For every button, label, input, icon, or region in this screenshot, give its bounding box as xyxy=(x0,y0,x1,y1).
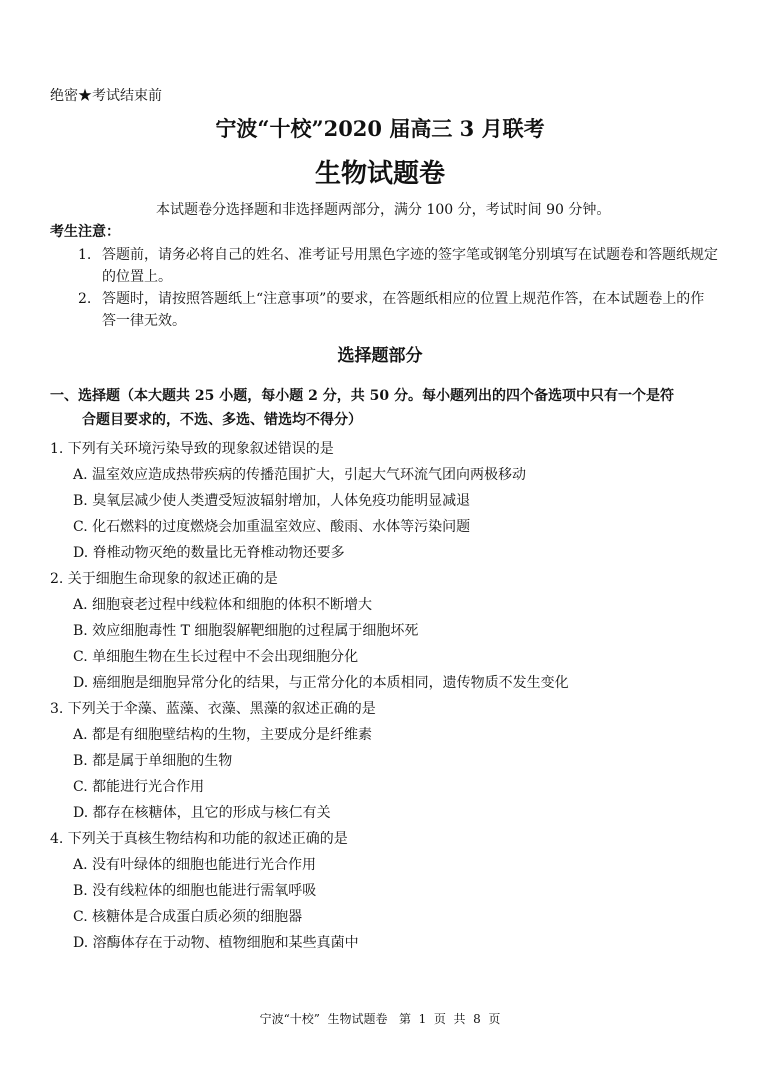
notice-item-number: 2. xyxy=(78,291,92,307)
question-stem: 2. 关于细胞生命现象的叙述正确的是 xyxy=(50,571,278,587)
question-stem: 3. 下列关于伞藻、蓝藻、衣藻、黑藻的叙述正确的是 xyxy=(50,701,376,717)
question-list xyxy=(50,436,730,956)
exam-subtitle: 生物试题卷 xyxy=(314,159,445,189)
question-option: B. 效应细胞毒性 T 细胞裂解靶细胞的过程属于细胞坏死 xyxy=(73,623,419,639)
question xyxy=(50,566,730,696)
question-option: D. 都存在核糖体，且它的形成与核仁有关 xyxy=(73,805,331,821)
question-option: B. 没有线粒体的细胞也能进行需氧呼吸 xyxy=(73,883,317,899)
question-option: D. 溶酶体存在于动物、植物细胞和某些真菌中 xyxy=(73,935,359,951)
page-footer: 宁波“十校” 生物试题卷 第 1 页 共 8 页 xyxy=(259,1012,501,1026)
question-option: C. 都能进行光合作用 xyxy=(73,779,205,795)
question-option: D. 脊椎动物灭绝的数量比无脊椎动物还要多 xyxy=(73,545,345,561)
question-option: B. 臭氧层减少使人类遭受短波辐射增加，人体免疫功能明显减退 xyxy=(73,493,471,509)
part-heading-line1: 一、选择题（本大题共 25 小题，每小题 2 分，共 50 分。每小题列出的四个备选项中只有一个是符 xyxy=(50,388,674,404)
question-option: C. 单细胞生物在生长过程中不会出现细胞分化 xyxy=(73,649,359,665)
question-option: A. 细胞衰老过程中线粒体和细胞的体积不断增大 xyxy=(73,597,373,613)
notice-item-text: 答题时，请按照答题纸上“注意事项”的要求，在答题纸相应的位置上规范作答，在本试题卷上的作答一律无效。 xyxy=(102,291,705,329)
question-option: A. 温室效应造成热带疾病的传播范围扩大，引起大气环流气团向两极移动 xyxy=(73,467,527,483)
question-option: C. 核糖体是合成蛋白质必须的细胞器 xyxy=(73,909,303,925)
question-stem: 1. 下列有关环境污染导致的现象叙述错误的是 xyxy=(50,441,334,457)
notice-item-text: 答题前，请务必将自己的姓名、准考证号用黑色字迹的签字笔或钢笔分别填写在试题卷和答题纸规定的位置上。 xyxy=(102,247,718,285)
exam-intro: 本试题卷分选择题和非选择题两部分，满分 100 分，考试时间 90 分钟。 xyxy=(156,202,611,218)
notice-item xyxy=(78,288,718,332)
notice-list xyxy=(78,244,718,332)
notice-item-number: 1. xyxy=(78,247,92,263)
notice-heading: 考生注意： xyxy=(50,224,120,240)
question-option: B. 都是属于单细胞的生物 xyxy=(73,753,233,769)
part-heading-line2: 合题目要求的，不选、多选、错选均不得分） xyxy=(82,412,362,428)
notice-item xyxy=(78,244,718,288)
secret-label: 绝密★考试结束前 xyxy=(50,88,162,104)
question-option: A. 没有叶绿体的细胞也能进行光合作用 xyxy=(73,857,317,873)
question xyxy=(50,436,730,566)
exam-title: 宁波“十校”2020 届高三 3 月联考 xyxy=(215,116,545,141)
question-option: A. 都是有细胞壁结构的生物，主要成分是纤维素 xyxy=(73,727,373,743)
question xyxy=(50,696,730,826)
question xyxy=(50,826,730,956)
question-option: D. 癌细胞是细胞异常分化的结果，与正常分化的本质相同，遗传物质不发生变化 xyxy=(73,675,569,691)
question-stem: 4. 下列关于真核生物结构和功能的叙述正确的是 xyxy=(50,831,348,847)
question-option: C. 化石燃料的过度燃烧会加重温室效应、酸雨、水体等污染问题 xyxy=(73,519,471,535)
section-title: 选择题部分 xyxy=(337,346,423,366)
part-heading xyxy=(50,384,720,432)
